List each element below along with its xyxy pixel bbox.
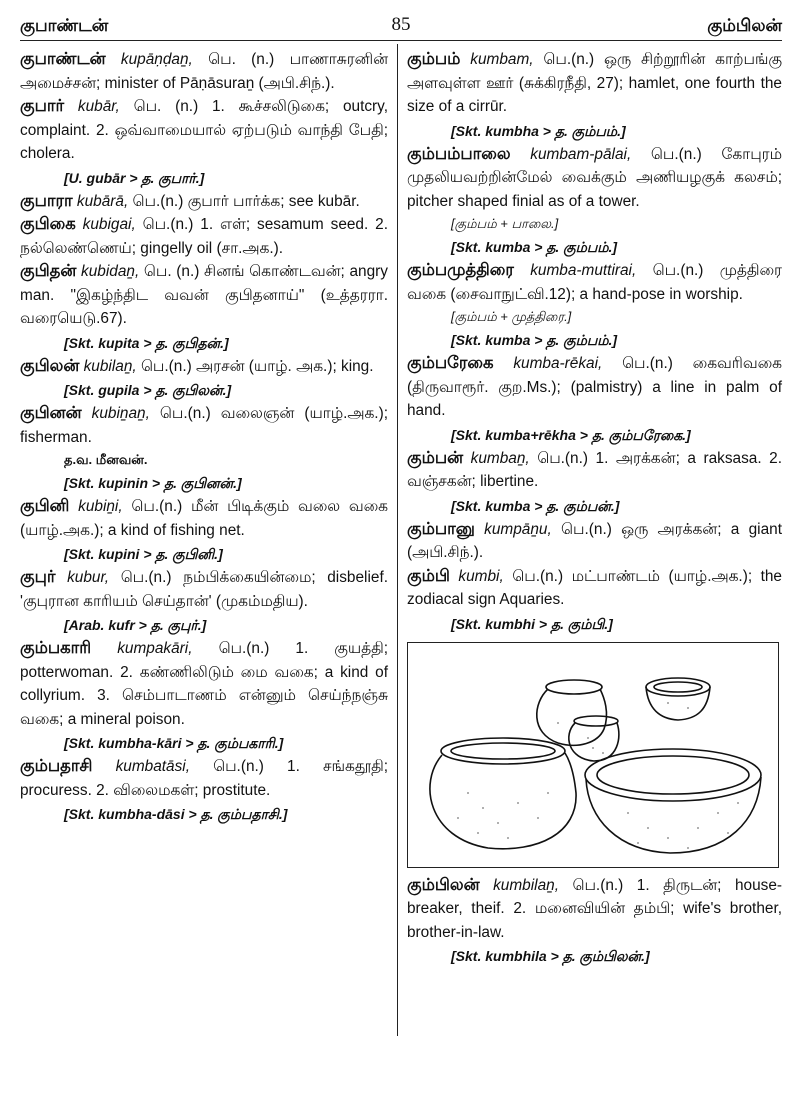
entry-transliteration: kubigai, [82,216,136,233]
entry-text [407,143,782,214]
entry-text [20,637,388,731]
dictionary-entry [20,95,388,190]
entry-headword: குபிதன் [20,262,77,280]
entry-etymology: [Skt. kumba > த. கும்பம்.] [451,239,618,255]
entry-definition: பெ.(n.) ஒரு சிற்றூரின் காற்பங்கு அளவுள்ள ஊர் (சுக்கிரநீதி, 27); hamlet, one fourth the size of a cirrūr. [407,51,783,115]
dictionary-entry [407,565,782,636]
entry-definition: பெ. (n.) சினங் கொண்டவன்; angry man. "இகழ்ந்திட வவன் குபிதனாய்" (உத்தரரா. வரையெடு.67). [20,263,388,327]
right-column-top-entries [407,48,782,636]
entry-text [407,565,782,612]
column-divider [397,44,398,1036]
dictionary-entry [20,495,388,566]
entry-headword: குபினன் [20,404,82,422]
header-right-guideword: கும்பிலன் [707,16,782,35]
entry-etymology: [Arab. kufr > த. குபுர்.] [64,617,207,633]
entry-text [20,190,388,214]
entry-transliteration: kumbam, [470,51,534,68]
entry-text [407,259,782,306]
entry-text [20,755,388,802]
entry-headword: கும்பம்பாலை [407,144,511,163]
entry-definition: பெ.(n.) கைவரிவகை (திருவாரூர். குற.Ms.); (palmistry) a line in palm of hand. [407,355,782,419]
entry-etymology: [U. gubār > த. குபார்.] [64,169,205,186]
entry-transliteration: kumbatāsi, [115,758,190,775]
entry-text [20,355,388,379]
entry-etymology: [Skt. kumba+rēkha > த. கும்பரேகை.] [451,426,691,443]
entry-headword: கும்பமுத்திரை [407,261,514,279]
entry-headword: குபாரா [20,191,73,210]
entry-etymology: [Skt. kumbha > த. கும்பம்.] [451,122,626,139]
right-column-bottom-entries [407,874,782,969]
right-column [407,48,782,968]
entry-headword: கும்பகாரி [20,639,92,657]
entry-definition: பெ.(n.) ஒரு அரக்கன்; a giant (அபி.சிந்.). [407,520,782,561]
entry-transliteration: kumpāṉu, [484,520,552,538]
entry-text [407,874,782,945]
entry-etymology: [Skt. kupita > த. குபிதன்.] [64,334,229,351]
entry-transliteration: kumbaṉ, [470,449,530,467]
entry-etymology: [Skt. kupinin > த. குபினன்.] [64,475,242,491]
entry-headword: கும்பம் [407,50,461,68]
entry-transliteration: kumbi, [458,567,504,585]
entry-headword: கும்பிலன் [407,875,480,894]
entry-definition: பெ.(n.) முத்திரை வகை (சைவாநுட்வி.12); a hand-pose in worship. [407,262,782,303]
page-header [20,14,782,41]
dictionary-entry [20,755,388,826]
entry-transliteration: kumba-muttirai, [530,262,637,279]
entry-text [407,447,782,494]
entry-definition: பெ.(n.) 1. எள்; sesamum seed. 2. நல்லெண்ணெய்; gingelly oil (சா.அக.). [20,216,388,257]
entry-transliteration: kubidaṉ, [81,263,140,280]
entry-text [20,566,388,613]
entry-text [407,352,782,423]
entry-headword: கும்பன் [407,448,464,467]
dictionary-entry [407,447,782,518]
entry-definition: பெ.(n.) நம்பிக்கையின்மை; disbelief. 'குபுரான காரியம் செய்தான்' (முகம்மதிய). [20,569,388,610]
entry-etymology: [Skt. kumba > த. கும்பன்.] [451,497,620,514]
entry-etymology: [Skt. kumbhila > த. கும்பிலன்.] [451,948,650,964]
dictionary-entry [407,352,782,447]
entry-definition: பெ.(n.) மீன் பிடிக்கும் வலை வகை (யாழ்.அக.); a kind of fishing net. [20,498,388,539]
entry-etymology: [Skt. kumba > த. கும்பம்.] [451,332,618,348]
entry-definition: பெ.(n.) குபார் பார்க்க; see kubār. [132,192,360,210]
entry-text [20,48,388,95]
entry-transliteration: kumpakāri, [117,640,193,657]
dictionary-entry [20,402,388,495]
entry-transliteration: kubārā, [76,192,129,210]
entry-definition: பெ.(n.) 1. அரக்கன்; a raksasa. 2. வஞ்சகன்; libertine. [407,449,782,490]
dictionary-entry [20,637,388,755]
entry-text [20,495,388,542]
entry-etymology: [Skt. kumbhi > த. கும்பி.] [451,615,613,632]
entry-compound-note: [கும்பம் + பாலை.] [451,216,559,231]
entry-transliteration: kubiṉaṉ, [91,405,150,422]
entry-transliteration: kumbam-pālai, [530,145,632,163]
dictionary-entry [20,48,388,95]
entry-etymology: [Skt. kumbha-kāri > த. கும்பகாரி.] [64,735,284,751]
entry-transliteration: kubiṉi, [78,498,123,515]
entry-headword: கும்பானு [407,519,475,538]
entry-text [20,213,388,260]
entry-text [407,48,782,119]
dictionary-entry [20,213,388,260]
entry-headword: குபார் [20,97,65,115]
page-number: 85 [391,14,411,35]
dictionary-entry [407,48,782,143]
entry-definition: பெ.(n.) 1. குயத்தி; potterwoman. 2. கண்ணிலிடும் மை வகை; a kind of collyrium. 3. செம்பாடாணம் என்னும் செய்ந்நஞ்சு வகை; a mineral poison. [20,640,388,728]
entry-definition: பெ.(n.) அரசன் (யாழ். அக.); king. [140,357,374,375]
dictionary-entry [407,143,782,260]
dictionary-entry [20,355,388,403]
dictionary-entry [20,260,388,355]
entry-text [20,95,388,166]
dictionary-entry [407,259,782,352]
entry-headword: குபுர் [20,568,56,586]
pots-illustration [407,642,779,868]
entry-transliteration: kubilaṉ, [83,357,137,375]
entry-text [407,518,782,565]
entry-transliteration: kupāṇḍaṉ, [120,51,193,68]
entry-transliteration: kubār, [77,98,120,115]
dictionary-entry [20,190,388,214]
entry-definition: பெ.(n.) 1. சங்கதூதி; procuress. 2. விலைமகள்; prostitute. [20,758,388,799]
entry-headword: குபாண்டன் [20,50,106,68]
entry-compound-note: [கும்பம் + முத்திரை.] [451,309,572,324]
clay-pots-drawing [408,643,778,867]
entry-definition: பெ. (n.) பாணாசுரனின் அமைச்சன்; minister of Pāṇāsuraṉ (அபி.சிந்.). [20,51,389,92]
entry-headword: கும்பரேகை [407,354,494,372]
entry-definition: பெ.(n.) கோபுரம் முதலியவற்றின்மேல் வைக்கும் அணியழகுக் கலசம்; pitcher shaped finial as of a tower. [407,145,782,210]
entry-definition: பெ. (n.) 1. கூச்சலிடுகை; outcry, complaint. 2. ஒவ்வாமையால் ஏற்படும் வாந்தி பேதி; cholera. [20,98,389,162]
entry-definition: பெ.(n.) 1. திருடன்; house-breaker, theif. 2. மனைவியின் தம்பி; wife's brother, brother-in-law. [407,876,783,941]
entry-transliteration: kumbilaṉ, [493,876,559,894]
dictionary-entry [20,566,388,637]
entry-transliteration: kubur, [67,569,110,586]
entry-headword: கும்பதாசி [20,757,93,775]
entry-text [20,402,388,449]
entry-transliteration: kumba-rēkai, [513,355,603,372]
entry-headword: குபிலன் [20,356,80,375]
entry-headword: குபிகை [20,215,76,233]
entry-definition: பெ.(n.) மட்பாண்டம் (யாழ்.அக.); the zodiacal sign Aquaries. [407,567,782,608]
dictionary-entry [407,874,782,969]
entry-etymology: [Skt. kumbha-dāsi > த. கும்பதாசி.] [64,806,288,822]
header-left-guideword: குபாண்டன் [20,16,109,35]
entry-etymology: [Skt. kupini > த. குபினி.] [64,546,223,562]
entry-headword: குபினி [20,497,70,515]
entry-etymology: [Skt. gupila > த. குபிலன்.] [64,382,232,398]
dictionary-entry [407,518,782,565]
entry-definition: பெ.(n.) வலைஞன் (யாழ்.அக.); fisherman. [20,405,388,446]
entry-tamil-equivalent: த.வ. மீனவன். [64,452,148,467]
entry-text [20,260,388,331]
left-column [20,48,388,826]
entry-headword: கும்பி [407,566,450,585]
